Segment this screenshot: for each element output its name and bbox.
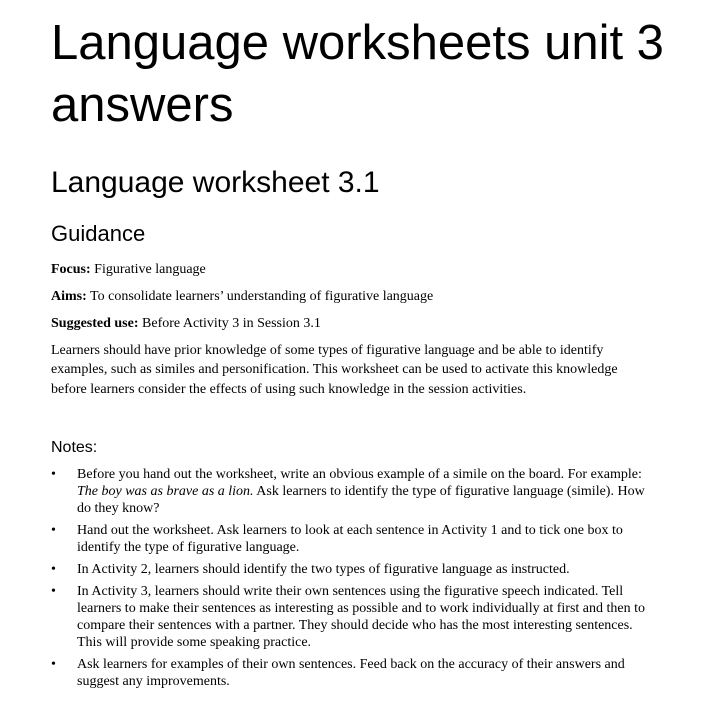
guidance-paragraph: Learners should have prior knowledge of some types of figurative language and be able to identify examples, such as similes and personification. This worksheet can be used to activate this knowledge before learners consider the effects of using such knowledge in the session activities. [51,343,618,397]
bullet: • [51,584,56,599]
suggested-use-label: Suggested use: [51,316,139,331]
focus-line [51,261,206,278]
aims-label: Aims: [51,289,87,304]
bullet: • [51,523,56,538]
guidance-heading: Guidance [51,221,146,246]
suggested-use-value: Before Activity 3 in Session 3.1 [138,316,321,331]
notes-list [51,466,651,695]
list-item [51,466,651,517]
aims-value: To consolidate learners’ understanding of figurative language [86,289,434,304]
bullet: • [51,657,56,672]
list-item [51,656,651,690]
bullet: • [51,467,56,482]
list-item [51,522,651,556]
focus-value: Figurative language [90,262,206,277]
note-text: Ask learners for examples of their own sentences. Feed back on the accuracy of their answers and suggest any improvements. [77,657,625,689]
bullet: • [51,562,56,577]
note-text: Before you hand out the worksheet, write an obvious example of a simile on the board. For example: [77,467,642,482]
suggested-use-line [51,315,321,332]
notes-heading: Notes: [51,439,98,456]
note-example: The boy was as brave as a lion. [77,484,254,499]
note-text: In Activity 3, learners should write their own sentences using the figurative speech indicated. Tell learners to make their sentences as interesting as possible and to work individually at first and then to compare their sentences with a partner. They should decide who has the most interesting sentences. This will provide some speaking practice. [77,584,646,650]
worksheet-subtitle: Language worksheet 3.1 [51,166,380,199]
note-text: In Activity 2, learners should identify the two types of figurative language as instructed. [77,562,570,577]
list-item [51,561,651,578]
note-text: Hand out the worksheet. Ask learners to look at each sentence in Activity 1 and to tick one box to identify the type of figurative language. [77,523,623,555]
focus-label: Focus: [51,262,91,277]
aims-line [51,288,433,305]
page-title: Language worksheets unit 3 answers [51,16,664,132]
note-text: Ask learners to identify the type of figurative language (simile). How do they know? [77,484,645,516]
list-item [51,583,651,651]
